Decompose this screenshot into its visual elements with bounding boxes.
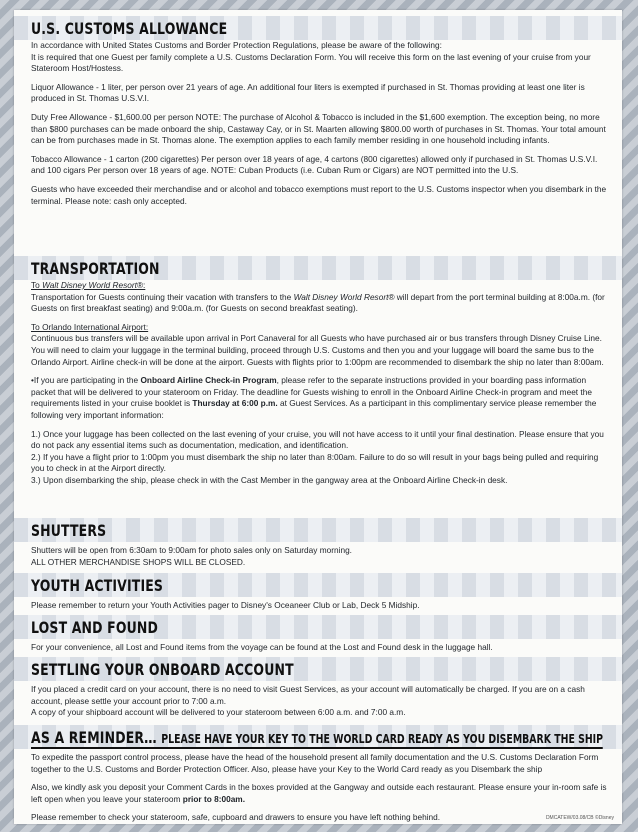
shutters-title: SHUTTERS [31, 521, 107, 540]
checkin-item-1: 1.) Once your luggage has been collected on the last evening of your cruise, you will not have access to it until your final destination. Please ensure that you do not pack any essential items such as documentation, medication, and identification. [31, 428, 604, 451]
check-stateroom-note: Please remember to check your stateroom, safe, cupboard and drawers to ensure you have left nothing behind. [31, 812, 441, 823]
wdw-text: Transportation for Guests continuing their vacation with transfers to the Walt Disney World Resort® will depart from the port terminal building at 8:00a.m. (for Guests on first breakfast seating) and 9:00a.m. (for Guests on second breakfast seating). [31, 291, 605, 314]
lost-found-section [14, 615, 622, 654]
checkin-program-name: Onboard Airline Check-in Program [140, 375, 277, 386]
reminder-title: AS A REMINDER… PLEASE HAVE YOUR KEY TO THE WORLD CARD READY AS YOU DISEMBARK THE SHIP [31, 728, 604, 747]
customs-section [14, 16, 622, 207]
customs-report-note: Guests who have exceeded their merchandise and or alcohol and tobacco exemptions must report to the U.S. Customs inspector when you disembark in the terminal. Please note: cash only accepted. [31, 183, 607, 206]
lost-found-title: LOST AND FOUND [31, 618, 159, 637]
checkin-item-2: 2.) If you have a flight prior to 1:00pm you must disembark the ship no later than 8:00am. Failure to do so will result in your bags being pulled and requiring you to check in at the Airport directly. [31, 451, 599, 474]
comment-cards-note: Also, we kindly ask you deposit your Comment Cards in the boxes provided at the Gangway and outside each restaurant. Please ensure your in-room safe is left open when you leave your stateroom prior to 8:00am. [31, 782, 607, 804]
oia-heading: To Orlando International Airport: [31, 321, 149, 332]
shutters-hours: Shutters will be open from 6:30am to 9:00am for photo sales only on Saturday morning. [31, 545, 352, 555]
passport-note: To expedite the passport control process, please have the head of the household present all family documentation and the U.S. Customs Declaration Form together to the U.S. Customs and Border Protection Officer. Also, please have your Key to the World Card ready as you Disembark the ship [31, 752, 599, 774]
checkin-item-3: 3.) Upon disembarking the ship, please check in with the Cast Member in the gangway area at the Onboard Airline Check-in desk. [31, 474, 508, 485]
account-title: SETTLING YOUR ONBOARD ACCOUNT [31, 660, 294, 679]
transportation-title: TRANSPORTATION [31, 259, 160, 278]
youth-section [14, 573, 622, 612]
checkin-deadline: Thursday at 6:00 p.m. [192, 398, 278, 409]
oia-text: Continuous bus transfers will be available upon arrival in Port Canaveral for all Guests who have purchased air or bus transfers through Disney Cruise Line. You will need to claim your luggage in the terminal building, proceed through U.S. Customs and then you and your luggage will board the same bus to the Orlando Airport. Airline check-in will be done at the airport. Guests with flights prior to 1:00pm are recommended to disembark the ship no later than 8:00am. [31, 333, 604, 367]
account-payment-note: If you placed a credit card on your account, there is no need to visit Guest Services, as your account will automatically be charged. If you are on a cash account, please settle your account prior to 7:00 a.m. [31, 684, 585, 706]
wdw-heading: To Walt Disney World Resort®: [31, 280, 146, 290]
footer-code: DMCATEW/03.08/CB ©Disney [545, 815, 614, 821]
customs-intro: In accordance with United States Customs and Border Protection Regulations, please be aware of the following: [31, 40, 442, 50]
customs-form-text: It is required that one Guest per family complete a U.S. Customs Declaration Form. You will receive this form on the last evening of your cruise from your Stateroom Host/Hostess. [31, 51, 591, 74]
lost-found-note: For your convenience, all Lost and Found items from the voyage can be found at the Lost and Found desk in the luggage hall. [31, 642, 493, 652]
youth-title: YOUTH ACTIVITIES [31, 576, 164, 595]
shutters-section [14, 518, 622, 568]
liquor-allowance: Liquor Allowance - 1 liter, per person over 21 years of age. An additional four liters is exempted if purchased in St. Thomas providing at least one liter is produced in St. Thomas U.S.V.I. [31, 81, 585, 104]
checkin-text: •If you are participating in the Onboard Airline Check-in Program, please refer to the separate instructions provided in your boarding pass information packet that will be delivered to your stateroom on Friday. The deadline for Guests wishing to enroll in the Onboard Airline Check-in program and meet the requirements listed in your cruise booklet is Thursday at 6:00 p.m. at Guest Services. As a participant in this complimentary service please remember the following very important information: [31, 375, 597, 420]
safe-deadline: prior to 8:00am. [182, 793, 245, 804]
duty-free-allowance: Duty Free Allowance - $1,600.00 per person NOTE: The purchase of Alcohol & Tobacco is included in the $1,600 exemption. The exception being, no more than $800 purchases can be made onboard the ship, Castaway Cay, or in St. Maarten allowing $800.00 worth of purchases in St. Thomas. Your total amount can be from purchases made in St. Thomas alone. The exemption applies to each family member residing in one household including infants. [31, 111, 606, 146]
reminder-section [14, 725, 622, 824]
tobacco-allowance: Tobacco Allowance - 1 carton (200 cigarettes) Per person over 18 years of age, 4 cartons (800 cigarettes) allowed only if purchased in St. Thomas U.S.V.I. and 100 cigars Per person over 18 years of age. NOTE: Cuban Products (i.e. Cuban Rum or Cigars) are NOT permitted into the U.S. [31, 153, 598, 176]
info-sheet [14, 10, 622, 824]
account-copy-note: A copy of your shipboard account will be delivered to your stateroom between 6:00 a.m. and 7:00 a.m. [31, 707, 406, 718]
transportation-section [14, 256, 622, 487]
account-section [14, 657, 622, 719]
customs-title: U.S. CUSTOMS ALLOWANCE [31, 19, 228, 38]
youth-pager-note: Please remember to return your Youth Activities pager to Disney's Oceaneer Club or Lab, Deck 5 Midship. [31, 600, 420, 610]
shops-closed-note: ALL OTHER MERCHANDISE SHOPS WILL BE CLOSED. [31, 556, 246, 567]
